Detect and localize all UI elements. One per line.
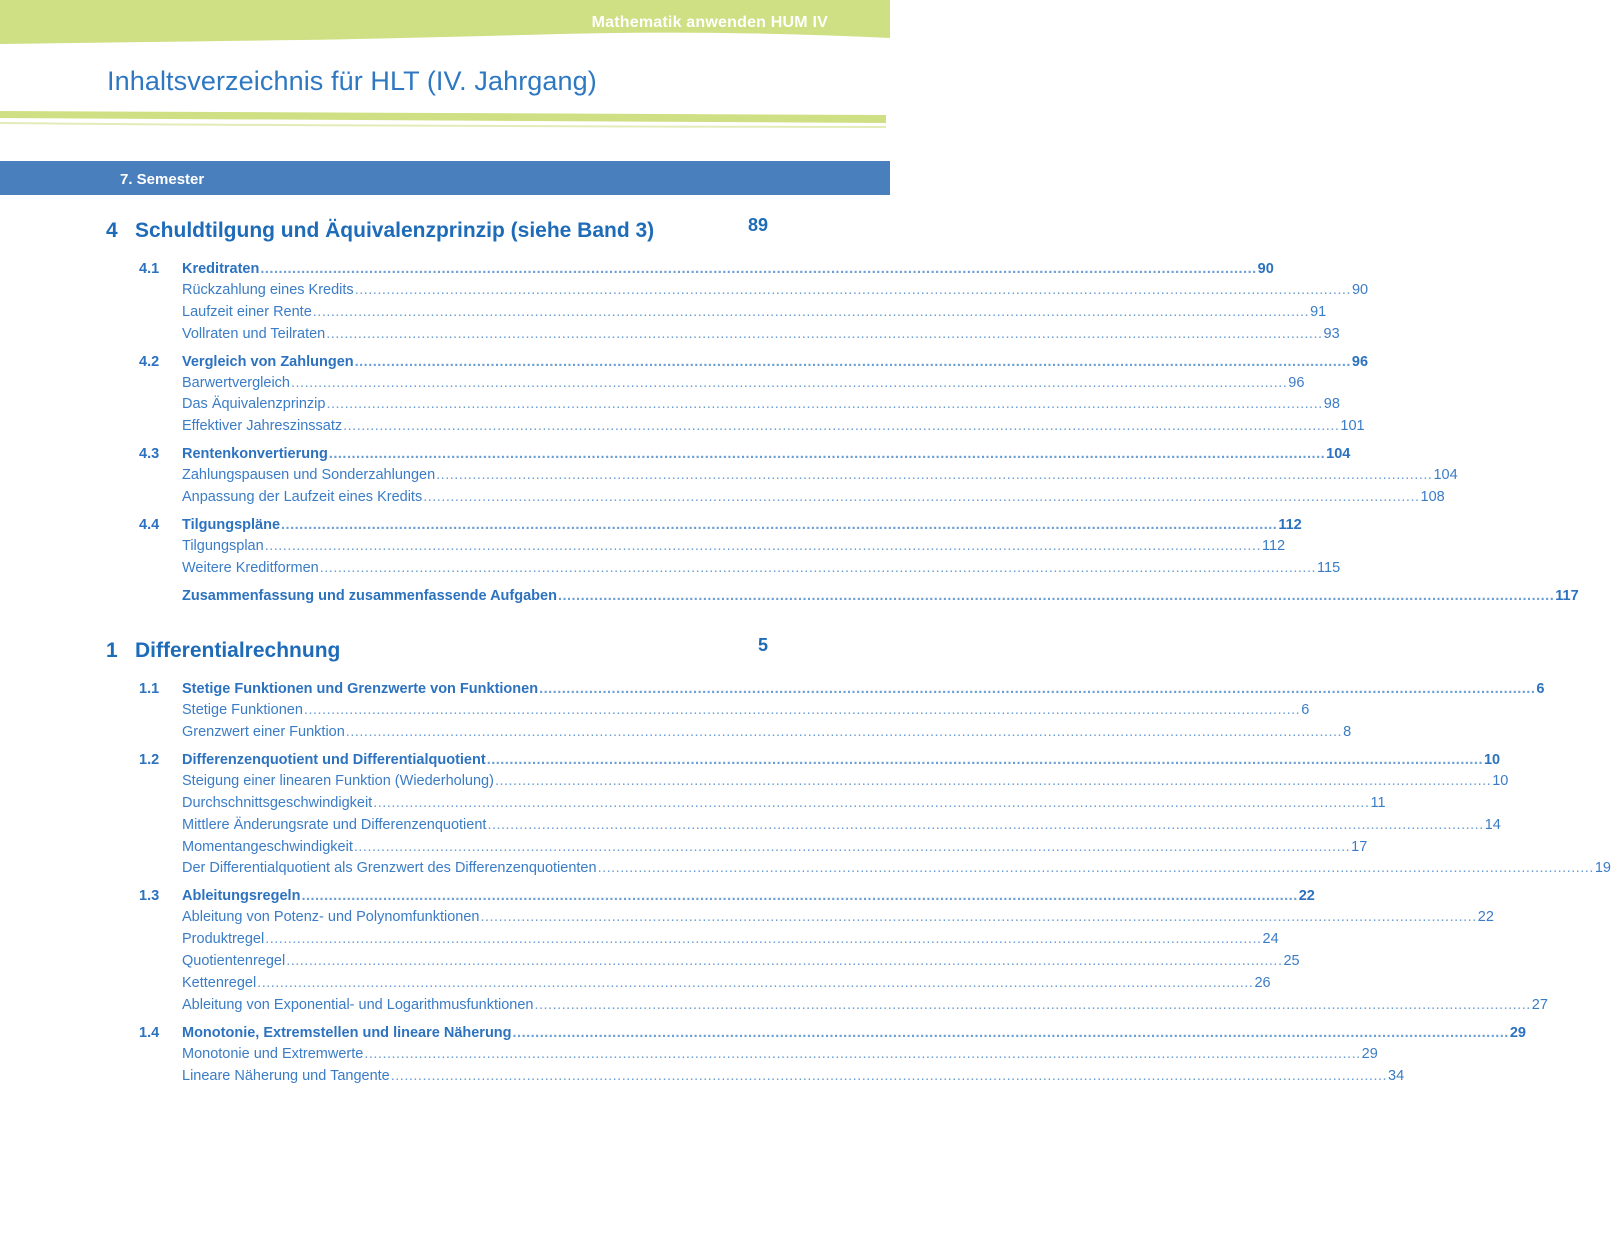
page-number: 10 xyxy=(1492,773,1509,789)
leader-dots: ............................................................................................................................................................................................................................ xyxy=(265,931,1262,947)
leader-dots: ............................................................................................................................................................................................................................ xyxy=(494,773,1492,789)
toc-entry[interactable] xyxy=(182,280,1369,300)
leader-dots: ............................................................................................................................................................................................................................ xyxy=(354,354,1351,370)
page-number: 115 xyxy=(1317,560,1341,576)
leader-dots: ............................................................................................................................................................................................................................ xyxy=(390,1068,1388,1084)
entry-title: Monotonie und Extremwerte xyxy=(182,1046,364,1062)
entry-title: Zahlungspausen und Sonderzahlungen xyxy=(182,467,436,483)
section-title: Rentenkonvertierung xyxy=(182,446,328,462)
section-title: Tilgungspläne xyxy=(182,517,281,533)
entry-title: Ableitung von Exponential- und Logarithmusfunktionen xyxy=(182,997,534,1013)
toc-entry[interactable] xyxy=(182,722,1352,742)
leader-dots: ............................................................................................................................................................................................................................ xyxy=(512,1025,1509,1041)
leader-dots: ............................................................................................................................................................................................................................ xyxy=(364,1046,1361,1062)
page-number: 112 xyxy=(1261,538,1286,554)
toc-entry[interactable] xyxy=(182,465,1458,485)
entry-title: Barwertvergleich xyxy=(182,375,290,391)
title-rule xyxy=(0,104,890,130)
leader-dots: ............................................................................................................................................................................................................................ xyxy=(343,418,1340,434)
toc-section-entry[interactable] xyxy=(182,352,1369,372)
page-number: 14 xyxy=(1484,817,1501,833)
toc-entry[interactable] xyxy=(182,487,1445,507)
toc-section-entry[interactable] xyxy=(182,444,1351,464)
page-number: 6 xyxy=(1301,702,1310,718)
leader-dots: ............................................................................................................................................................................................................................ xyxy=(486,752,1483,768)
chapter-page: 89 xyxy=(747,215,768,235)
toc-entry[interactable] xyxy=(182,929,1279,949)
chapter-title: Schuldtilgung und Äquivalenzprinzip (siehe Band 3) xyxy=(135,219,655,242)
page-number: 34 xyxy=(1388,1068,1405,1084)
chapter-number: 1 xyxy=(106,639,118,662)
section-number: 1.4 xyxy=(139,1025,160,1041)
section-number: 1.1 xyxy=(139,681,160,697)
entry-title: Tilgungsplan xyxy=(182,538,264,554)
toc-entry[interactable] xyxy=(182,558,1341,578)
section-number: 4.1 xyxy=(139,261,160,277)
page-number: 96 xyxy=(1351,354,1369,370)
toc-entry[interactable] xyxy=(182,815,1501,835)
leader-dots: ............................................................................................................................................................................................................................ xyxy=(328,446,1326,462)
leader-dots: ............................................................................................................................................................................................................................ xyxy=(301,888,1298,904)
entry-title: Produktregel xyxy=(182,931,265,947)
page-number: 112 xyxy=(1278,517,1302,533)
entry-title: Lineare Näherung und Tangente xyxy=(182,1068,390,1084)
toc-entry[interactable] xyxy=(182,302,1327,322)
semester-bar xyxy=(0,161,890,195)
page-number: 10 xyxy=(1483,752,1501,768)
section-number: 1.2 xyxy=(139,752,160,768)
page-number: 108 xyxy=(1420,489,1445,505)
page-number: 91 xyxy=(1310,304,1327,320)
page-number: 93 xyxy=(1323,326,1340,342)
entry-title: Steigung einer linearen Funktion (Wiederholung) xyxy=(182,773,494,789)
entry-title: Rückzahlung eines Kredits xyxy=(182,282,354,298)
page-title: Inhaltsverzeichnis für HLT (IV. Jahrgang) xyxy=(107,66,597,96)
toc-entry[interactable] xyxy=(182,536,1286,556)
section-title: Kreditraten xyxy=(182,261,260,277)
toc-section-entry[interactable] xyxy=(182,1023,1526,1043)
leader-dots: ............................................................................................................................................................................................................................ xyxy=(423,489,1420,505)
leader-dots: ............................................................................................................................................................................................................................ xyxy=(539,681,1536,697)
chapter-number: 4 xyxy=(106,219,118,242)
section-title: Vergleich von Zahlungen xyxy=(182,354,354,370)
entry-title: Effektiver Jahreszinssatz xyxy=(182,418,343,434)
page-number: 19 xyxy=(1594,860,1611,876)
leader-dots: ............................................................................................................................................................................................................................ xyxy=(373,795,1370,811)
page-number: 29 xyxy=(1509,1025,1526,1041)
series-title: Mathematik anwenden HUM IV xyxy=(591,14,828,31)
leader-dots: ............................................................................................................................................................................................................................ xyxy=(286,953,1283,969)
page-number: 17 xyxy=(1351,839,1368,855)
leader-dots: ............................................................................................................................................................................................................................ xyxy=(345,724,1343,740)
page-number: 96 xyxy=(1288,375,1305,391)
section-number: 4.4 xyxy=(139,517,160,533)
page-number: 8 xyxy=(1343,724,1352,740)
leader-dots: ............................................................................................................................................................................................................................ xyxy=(303,702,1301,718)
page-number: 11 xyxy=(1370,795,1386,811)
leader-dots: ............................................................................................................................................................................................................................ xyxy=(534,997,1531,1013)
chapter-heading[interactable] xyxy=(106,215,768,247)
leader-dots: ............................................................................................................................................................................................................................ xyxy=(281,517,1278,533)
page-number: 27 xyxy=(1531,997,1548,1013)
entry-title: Grenzwert einer Funktion xyxy=(182,724,345,740)
leader-dots: ............................................................................................................................................................................................................................ xyxy=(312,304,1310,320)
toc-entry[interactable] xyxy=(182,394,1340,414)
page-number: 98 xyxy=(1323,396,1340,412)
leader-dots: ............................................................................................................................................................................................................................ xyxy=(260,261,1257,277)
toc-entry[interactable] xyxy=(182,771,1509,791)
entry-title: Quotientenregel xyxy=(182,953,286,969)
page-number: 24 xyxy=(1262,931,1279,947)
leader-dots: ............................................................................................................................................................................................................................ xyxy=(480,909,1477,925)
entry-title: Vollraten und Teilraten xyxy=(182,326,326,342)
page-number: 101 xyxy=(1340,418,1365,434)
page-number: 22 xyxy=(1477,909,1494,925)
section-number: 4.3 xyxy=(139,446,160,462)
leader-dots: ............................................................................................................................................................................................................................ xyxy=(353,839,1351,855)
leader-dots: ............................................................................................................................................................................................................................ xyxy=(354,282,1351,298)
leader-dots: ............................................................................................................................................................................................................................ xyxy=(326,396,1323,412)
leader-dots: ............................................................................................................................................................................................................................ xyxy=(319,560,1317,576)
toc-entry[interactable] xyxy=(182,373,1305,393)
summary-title: Zusammenfassung und zusammenfassende Aufgaben xyxy=(182,588,557,604)
toc-entry[interactable] xyxy=(182,324,1340,344)
toc-section-entry[interactable] xyxy=(182,886,1315,906)
page-number: 26 xyxy=(1254,975,1271,991)
section-number: 1.3 xyxy=(139,888,160,904)
toc-entry[interactable] xyxy=(182,995,1548,1015)
section-title: Differenzenquotient und Differentialquotient xyxy=(182,752,486,768)
toc-section-entry[interactable] xyxy=(182,259,1274,279)
toc-entry[interactable] xyxy=(182,700,1310,720)
chapter-page: 5 xyxy=(757,635,768,655)
toc-section-entry[interactable] xyxy=(182,750,1501,770)
toc-summary-entry[interactable] xyxy=(182,586,1579,606)
section-number: 4.2 xyxy=(139,354,160,370)
entry-title: Kettenregel xyxy=(182,975,257,991)
page-number: 104 xyxy=(1433,467,1458,483)
page-number: 90 xyxy=(1351,282,1369,298)
toc-section-entry[interactable] xyxy=(182,679,1545,699)
leader-dots: ............................................................................................................................................................................................................................ xyxy=(557,588,1555,604)
page-number: 22 xyxy=(1298,888,1315,904)
entry-title: Mittlere Änderungsrate und Differenzenquotient xyxy=(182,817,487,833)
leader-dots: ............................................................................................................................................................................................................................ xyxy=(264,538,1261,554)
leader-dots: ............................................................................................................................................................................................................................ xyxy=(597,860,1594,876)
semester-label: 7. Semester xyxy=(120,171,205,188)
chapter-title: Differentialrechnung xyxy=(135,639,341,662)
leader-dots: ............................................................................................................................................................................................................................ xyxy=(257,975,1254,991)
toc-entry[interactable] xyxy=(182,1044,1378,1064)
page-number: 104 xyxy=(1326,446,1351,462)
page-number: 6 xyxy=(1536,681,1545,697)
page-number: 25 xyxy=(1283,953,1300,969)
toc-entry[interactable] xyxy=(182,858,1611,878)
toc-section-entry[interactable] xyxy=(182,515,1302,535)
entry-title: Durchschnittsgeschwindigkeit xyxy=(182,795,373,811)
toc-entry[interactable] xyxy=(182,1066,1405,1086)
leader-dots: ............................................................................................................................................................................................................................ xyxy=(326,326,1323,342)
toc-entry[interactable] xyxy=(182,951,1300,971)
toc-entry[interactable] xyxy=(182,973,1271,993)
toc-entry[interactable] xyxy=(182,793,1386,813)
entry-title: Stetige Funktionen xyxy=(182,702,303,718)
entry-title: Momentangeschwindigkeit xyxy=(182,839,353,855)
chapter-heading[interactable] xyxy=(106,635,768,667)
entry-title: Der Differentialquotient als Grenzwert des Differenzenquotienten xyxy=(182,860,597,876)
entry-title: Das Äquivalenzprinzip xyxy=(182,396,326,412)
toc-entry[interactable] xyxy=(182,907,1494,927)
leader-dots: ............................................................................................................................................................................................................................ xyxy=(487,817,1484,833)
entry-title: Laufzeit einer Rente xyxy=(182,304,312,320)
leader-dots: ............................................................................................................................................................................................................................ xyxy=(436,467,1433,483)
toc-entry[interactable] xyxy=(182,416,1365,436)
section-title: Stetige Funktionen und Grenzwerte von Funktionen xyxy=(182,681,539,697)
section-title: Ableitungsregeln xyxy=(182,888,301,904)
leader-dots: ............................................................................................................................................................................................................................ xyxy=(291,375,1288,391)
entry-title: Anpassung der Laufzeit eines Kredits xyxy=(182,489,423,505)
section-title: Monotonie, Extremstellen und lineare Näherung xyxy=(182,1025,512,1041)
page-number: 29 xyxy=(1361,1046,1378,1062)
entry-title: Weitere Kreditformen xyxy=(182,560,319,576)
page-number: 90 xyxy=(1257,261,1274,277)
toc-entry[interactable] xyxy=(182,837,1368,857)
page-number: 117 xyxy=(1555,588,1579,604)
entry-title: Ableitung von Potenz- und Polynomfunktionen xyxy=(182,909,480,925)
